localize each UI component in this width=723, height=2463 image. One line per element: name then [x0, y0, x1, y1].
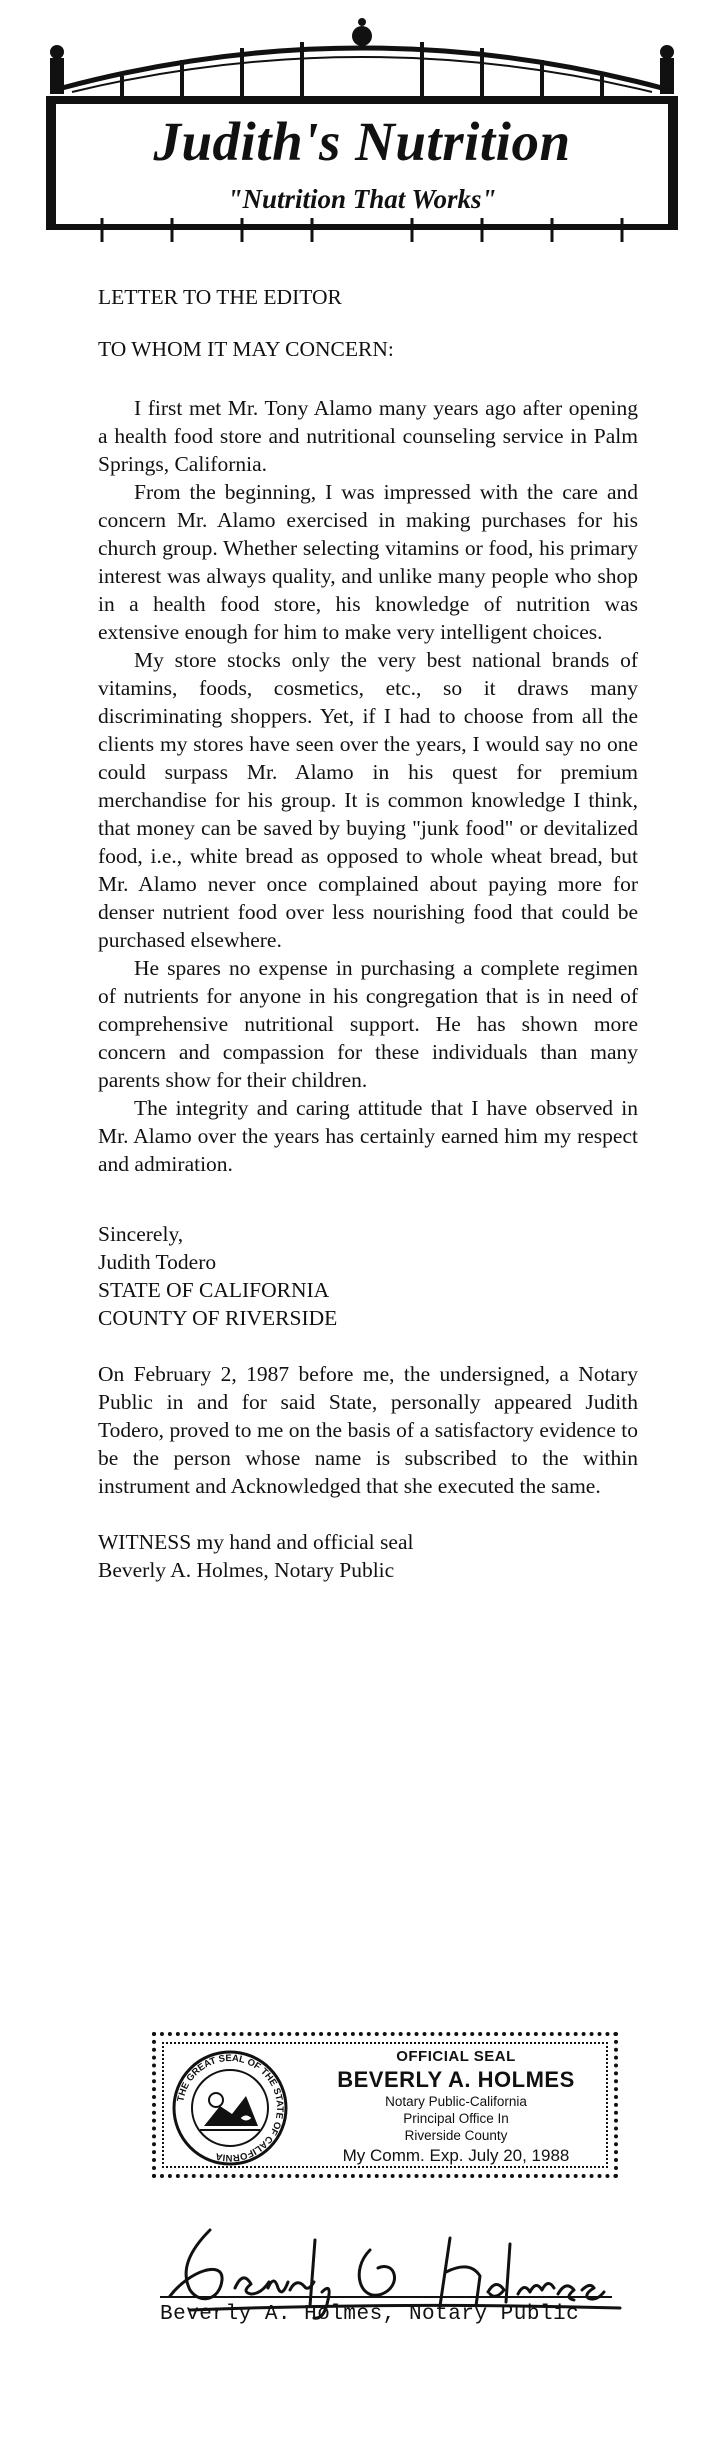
letter-salutation: TO WHOM IT MAY CONCERN:: [98, 337, 394, 361]
brand-tagline: "Nutrition That Works": [227, 184, 497, 214]
brand-title: Judith's Nutrition: [153, 111, 571, 172]
stamp-office: Principal Office In: [403, 2111, 509, 2126]
signoff-block: [98, 1220, 638, 1332]
stamp-title: Notary Public-California: [385, 2094, 527, 2109]
state-line: STATE OF CALIFORNIA: [98, 1278, 330, 1302]
county-line: COUNTY OF RIVERSIDE: [98, 1306, 338, 1330]
stamp-text: [306, 2048, 606, 2166]
letter-paragraph: From the beginning, I was impressed with the care and concern Mr. Alamo exercised in making purchases for his church group. Whether selecting vitamins or food, his primary interest was always quality, and unlike many people who shop in a health food store, his knowledge of nutrition was extensive enough for him to make very intelligent choices.: [98, 480, 638, 644]
typed-notary-name: Beverly A. Holmes, Notary Public: [160, 2303, 580, 2326]
state-seal-icon: [170, 2048, 290, 2168]
notary-stamp: [152, 2032, 618, 2178]
letter-body: [98, 283, 638, 1584]
letter-paragraph: My store stocks only the very best national brands of vitamins, foods, cosmetics, etc., so it draws many discriminating shoppers. Yet, if I had to choose from all the clients my stores have seen over the years, I would say no one could surpass Mr. Alamo in his quest for premium merchandise for his group. It is common knowledge I think, that money can be saved by buying "junk food" or devitalized food, i.e., white bread as opposed to whole wheat bread, but Mr. Alamo never once complained about paying more for denser nutrient food over less nourishing food that could be purchased elsewhere.: [98, 648, 638, 952]
letter-paragraph: He spares no expense in purchasing a complete regimen of nutrients for anyone in his congregation that is in need of comprehensive nutritional support. He has shown more concern and compassion for these individuals than many parents show for their children.: [98, 956, 638, 1092]
notary-acknowledgment: On February 2, 1987 before me, the undersigned, a Notary Public in and for said State, personally appeared Judith Todero, proved to me on the basis of a satisfactory evidence to be the person whose name is subscribed to the within instrument and Acknowledged that she executed the same.: [98, 1362, 638, 1498]
witness-block: [98, 1528, 638, 1584]
svg-text:THE GREAT SEAL OF THE STATE OF: THE GREAT SEAL OF THE STATE OF CALIFORNIA: [175, 2052, 286, 2164]
letterhead-sign: [42, 18, 682, 248]
letter-heading: LETTER TO THE EDITOR: [98, 285, 342, 309]
stamp-official-seal: OFFICIAL SEAL: [396, 2048, 516, 2065]
stamp-county: Riverside County: [404, 2128, 508, 2143]
signer-name: Judith Todero: [98, 1250, 217, 1274]
letter-paragraph: I first met Mr. Tony Alamo many years ago after opening a health food store and nutritional counseling service in Palm Springs, California.: [98, 396, 638, 476]
signature-line: [160, 2296, 612, 2298]
letter-paragraph: The integrity and caring attitude that I have observed in Mr. Alamo over the years has certainly earned him my respect and admiration.: [98, 1096, 638, 1176]
notary-line: Beverly A. Holmes, Notary Public: [98, 1558, 395, 1582]
closing: Sincerely,: [98, 1222, 184, 1246]
witness-line: WITNESS my hand and official seal: [98, 1530, 414, 1554]
stamp-notary-name: BEVERLY A. HOLMES: [337, 2067, 575, 2092]
stamp-expiration: My Comm. Exp. July 20, 1988: [342, 2146, 570, 2165]
